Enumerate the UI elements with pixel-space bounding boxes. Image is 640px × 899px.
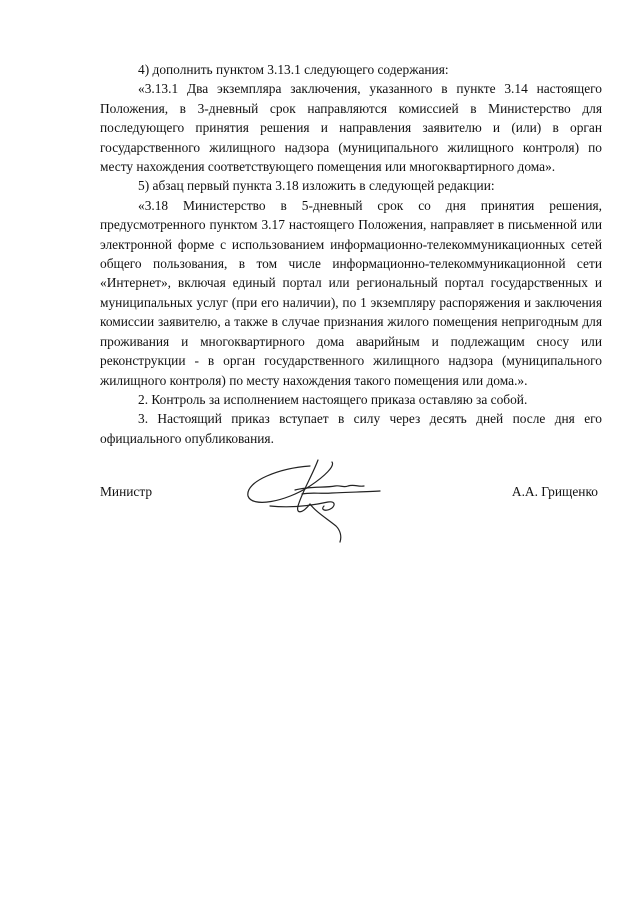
paragraph-3-18: «3.18 Министерство в 5-дневный срок со дня принятия решения, предусмотренного пунктом 3.17 настоящего Положения, направляет в письменной или электронной форме с использованием информационно-телекоммуникационных сетей общего пользования, в том числе информационно-телекоммуникационной сети «Интернет», включая единый портал или региональный портал государственных и муниципальных услуг (при его наличии), по 1 экземпляру распоряжения и заключения комиссии заявителю, а также в случае признания жилого помещения непригодным для проживания и многоквартирного дома аварийным и подлежащим сносу или реконструкции - в орган государственного жилищного надзора (муниципального жилищного контроля) по месту нахождения такого помещения или дома.». xyxy=(100,197,602,388)
handwritten-signature xyxy=(240,456,400,546)
position-title: Министр xyxy=(100,484,153,499)
signature-block xyxy=(100,484,602,544)
paragraph-3-13-1: «3.13.1 Два экземпляра заключения, указанного в пункте 3.14 настоящего Положения, в 3-дневный срок направляются комиссией в Министерство для последующего принятия решения и направления заявителю и (или) в орган государственного жилищного надзора (муниципального жилищного контроля) по месту нахождения соответствующего помещения или многоквартирного дома». xyxy=(100,81,602,175)
document-body xyxy=(100,60,602,448)
paragraph-item-5: 5) абзац первый пункта 3.18 изложить в следующей редакции: xyxy=(138,178,495,194)
paragraph-clause-2: 2. Контроль за исполнением настоящего приказа оставляю за собой. xyxy=(138,391,528,407)
signer-name: А.А. Грищенко xyxy=(511,484,598,499)
paragraph-clause-3: 3. Настоящий приказ вступает в силу через десять дней после дня его официального опубликования. xyxy=(100,411,602,446)
paragraph-item-4: 4) дополнить пунктом 3.13.1 следующего содержания: xyxy=(138,62,449,77)
